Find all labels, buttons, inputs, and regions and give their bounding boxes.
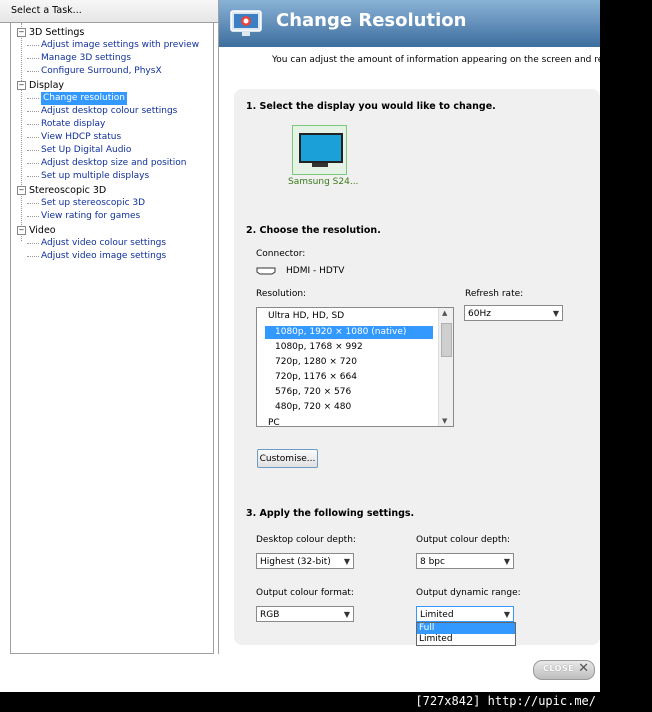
page-title: Change Resolution — [276, 10, 467, 31]
output-dynamic-range-label: Output dynamic range: — [416, 588, 521, 598]
resolution-label: Resolution: — [256, 289, 307, 299]
resolution-list[interactable] — [256, 307, 454, 427]
resolution-list-scrollbar[interactable] — [438, 308, 453, 426]
dynamic-range-dropdown-list[interactable] — [416, 622, 516, 646]
resolution-option[interactable]: 480p, 720 × 480 — [275, 402, 352, 412]
collapse-icon[interactable]: − — [18, 81, 25, 89]
tree-category-3d-settings[interactable] — [17, 26, 84, 39]
category-label: Video — [29, 225, 56, 236]
tree-category-stereoscopic[interactable] — [17, 184, 106, 197]
collapse-icon[interactable]: − — [18, 186, 25, 194]
dropdown-option-full[interactable]: Full — [417, 623, 515, 634]
tree-item-configure-surround[interactable]: Configure Surround, PhysX — [41, 66, 162, 76]
chevron-down-icon: ▼ — [503, 557, 510, 566]
tree-item-manage-3d-settings[interactable]: Manage 3D settings — [41, 53, 132, 63]
output-colour-depth-select[interactable] — [416, 553, 514, 569]
watermark-bar — [0, 692, 600, 712]
close-button[interactable] — [533, 660, 595, 680]
output-colour-format-label: Output colour format: — [256, 588, 354, 598]
task-tree — [10, 23, 214, 654]
chevron-down-icon: ▼ — [503, 610, 510, 619]
collapse-icon[interactable]: − — [18, 226, 25, 234]
output-dynamic-range-select[interactable] — [416, 606, 514, 622]
scroll-thumb[interactable] — [441, 323, 452, 357]
tree-item-video-image[interactable]: Adjust video image settings — [41, 251, 167, 261]
output-colour-depth-label: Output colour depth: — [416, 535, 511, 545]
page-intro: You can adjust the amount of information appearing on the screen and reduce flicke — [272, 55, 652, 65]
tree-item-rotate-display[interactable]: Rotate display — [41, 119, 106, 129]
tree-item-setup-stereoscopic[interactable]: Set up stereoscopic 3D — [41, 198, 146, 208]
settings-panel — [234, 89, 600, 645]
chevron-down-icon: ▼ — [552, 309, 559, 318]
page-header — [219, 0, 600, 47]
connector-label: Connector: — [256, 249, 306, 259]
display-tile[interactable] — [292, 125, 347, 175]
desktop-colour-depth-label: Desktop colour depth: — [256, 535, 356, 545]
output-colour-format-select[interactable] — [256, 606, 354, 622]
resolution-option[interactable]: 1080p, 1768 × 992 — [275, 342, 363, 352]
connector-value: HDMI - HDTV — [286, 266, 345, 276]
tree-item-adjust-image-settings[interactable]: Adjust image settings with preview — [41, 40, 200, 50]
monitor-icon — [299, 133, 343, 163]
category-label: Display — [29, 80, 65, 91]
chevron-down-icon: ▼ — [343, 610, 350, 619]
output-colour-depth-value: 8 bpc — [420, 557, 445, 567]
tree-item-video-colour[interactable]: Adjust video colour settings — [41, 238, 167, 248]
tree-connector-line — [21, 23, 22, 241]
list-group-hd: Ultra HD, HD, SD — [268, 311, 345, 321]
close-icon[interactable]: ✕ — [578, 661, 589, 676]
category-label: 3D Settings — [29, 27, 85, 38]
tree-item-digital-audio[interactable]: Set Up Digital Audio — [41, 145, 132, 155]
dropdown-option-limited[interactable]: Limited — [419, 634, 453, 644]
scroll-down-icon[interactable]: ▼ — [442, 417, 448, 425]
collapse-icon[interactable]: − — [18, 28, 25, 36]
resolution-option[interactable]: 1080p, 1920 × 1080 (native) — [265, 326, 433, 339]
watermark-text: [727x842] http://upic.me/ — [415, 694, 596, 708]
resolution-option[interactable]: 720p, 1176 × 664 — [275, 372, 357, 382]
sidebar-header: Select a Task... — [0, 0, 218, 23]
tree-item-adjust-desktop-colour[interactable]: Adjust desktop colour settings — [41, 106, 178, 116]
resolution-option[interactable]: 720p, 1280 × 720 — [275, 357, 357, 367]
section-3-heading: 3. Apply the following settings. — [246, 508, 415, 519]
tree-item-view-rating[interactable]: View rating for games — [41, 211, 141, 221]
section-2-heading: 2. Choose the resolution. — [246, 225, 381, 236]
list-group-pc: PC — [268, 418, 280, 428]
desktop-colour-depth-value: Highest (32-bit) — [260, 557, 331, 567]
tree-item-view-hdcp[interactable]: View HDCP status — [41, 132, 122, 142]
refresh-rate-select[interactable] — [464, 305, 563, 321]
close-button-label: CLOSE — [543, 664, 575, 673]
content-pane — [219, 0, 652, 654]
customise-button[interactable]: Customise... — [257, 449, 318, 468]
resolution-option[interactable]: 576p, 720 × 576 — [275, 387, 352, 397]
display-name[interactable]: Samsung S24... — [288, 177, 359, 187]
tree-item-multiple-displays[interactable]: Set up multiple displays — [41, 171, 150, 181]
tree-item-desktop-size[interactable]: Adjust desktop size and position — [41, 158, 187, 168]
hdmi-icon — [256, 267, 276, 275]
refresh-rate-value: 60Hz — [468, 309, 491, 319]
task-sidebar — [0, 0, 219, 654]
section-1-heading: 1. Select the display you would like to change. — [246, 101, 496, 112]
desktop-colour-depth-select[interactable] — [256, 553, 354, 569]
tree-category-display[interactable] — [17, 79, 64, 92]
category-label: Stereoscopic 3D — [29, 185, 107, 196]
output-colour-format-value: RGB — [260, 610, 280, 620]
refresh-rate-label: Refresh rate: — [465, 289, 524, 299]
monitor-stand-icon — [312, 163, 328, 167]
chevron-down-icon: ▼ — [343, 557, 350, 566]
display-settings-icon — [230, 10, 262, 38]
output-dynamic-range-value: Limited — [420, 610, 454, 620]
scroll-up-icon[interactable]: ▲ — [442, 309, 448, 317]
tree-category-video[interactable] — [17, 224, 56, 237]
tree-item-change-resolution[interactable]: Change resolution — [43, 93, 125, 103]
